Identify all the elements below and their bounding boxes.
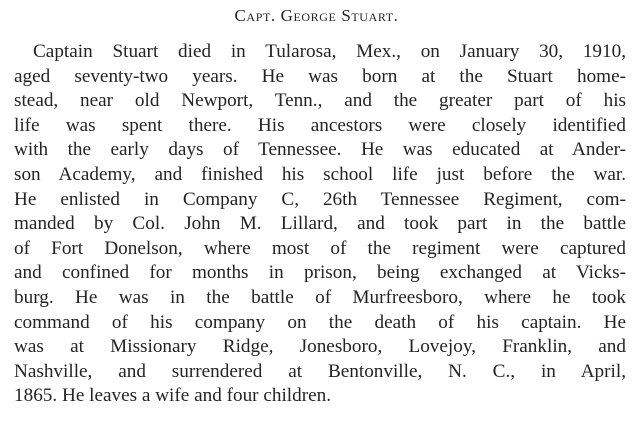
paragraph-line: Nashville, and surrendered at Bentonville, N. C., in April, xyxy=(14,360,626,382)
paragraph-line: He enlisted in Company C, 26th Tennessee Regiment, com- xyxy=(14,188,626,210)
paragraph-line: son Academy, and finished his school life just before the war. xyxy=(14,163,626,185)
paragraph-line: and confined for months in prison, being exchanged at Vicks- xyxy=(14,262,626,284)
obituary-paragraph xyxy=(14,40,626,409)
paragraph-line: stead, near old Newport, Tenn., and the greater part of his xyxy=(14,90,626,112)
paragraph-line: burg. He was in the battle of Murfreesboro, where he took xyxy=(14,286,626,308)
obituary-title: Capt. George Stuart. xyxy=(234,6,399,25)
paragraph-line: command of his company on the death of his captain. He xyxy=(14,311,626,333)
paragraph-line: life was spent there. His ancestors were closely identified xyxy=(14,114,626,136)
paragraph-line: of Fort Donelson, where most of the regiment were captured xyxy=(14,237,626,259)
paragraph-line: 1865. He leaves a wife and four children. xyxy=(14,385,332,407)
paragraph-line: Captain Stuart died in Tularosa, Mex., on January 30, 1910, xyxy=(33,41,626,62)
paragraph-line: manded by Col. John M. Lillard, and took part in the battle xyxy=(14,213,626,235)
paragraph-line: was at Missionary Ridge, Jonesboro, Lovejoy, Franklin, and xyxy=(14,336,626,358)
paragraph-line: with the early days of Tennessee. He was educated at Ander- xyxy=(14,139,626,161)
paragraph-line: aged seventy-two years. He was born at the Stuart home- xyxy=(14,65,626,87)
